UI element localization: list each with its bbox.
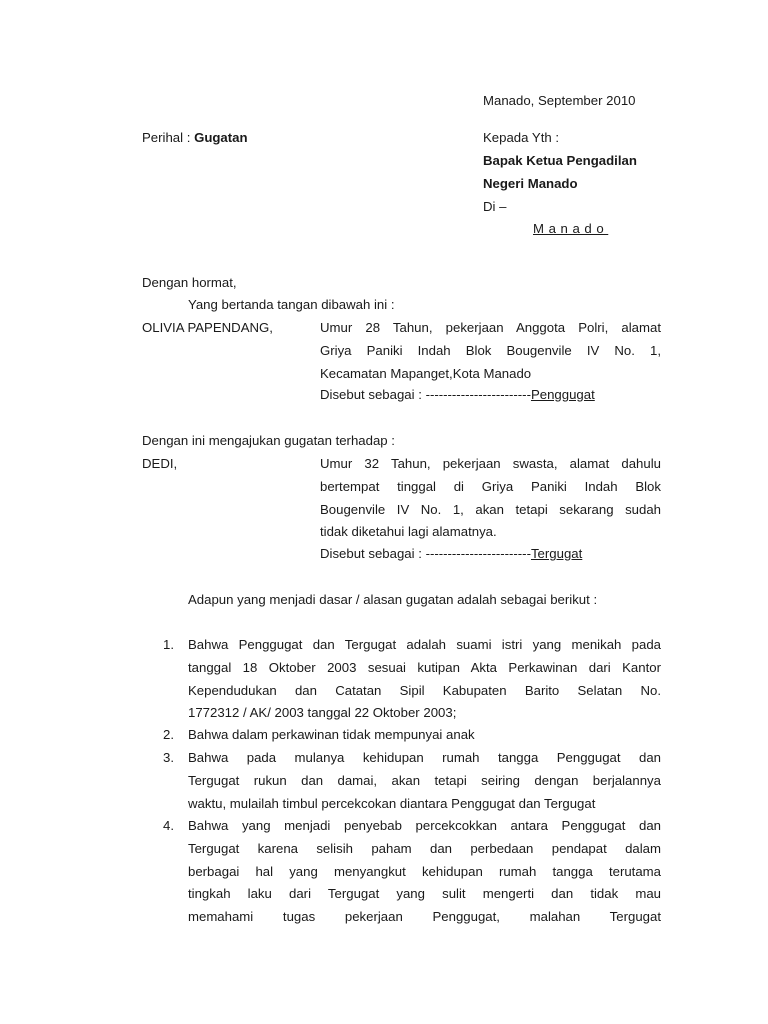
plaintiff-called-as bbox=[320, 385, 595, 405]
addressee-line2: Negeri Manado bbox=[483, 176, 578, 191]
list-item-line: Bahwa dalam perkawinan tidak mempunyai anak bbox=[188, 727, 475, 742]
di-line: Di – bbox=[483, 199, 507, 214]
list-item bbox=[188, 724, 661, 747]
addressee-line1: Bapak Ketua Pengadilan bbox=[483, 153, 637, 168]
list-item bbox=[188, 747, 661, 815]
intro-line: Yang bertanda tangan dibawah ini : bbox=[188, 297, 395, 312]
list-item-line: Bahwa pada mulanya kehidupan rumah tangga Penggugat dan bbox=[188, 750, 661, 765]
defendant-intro: Dengan ini mengajukan gugatan terhadap : bbox=[142, 433, 395, 448]
defendant-line: Umur 32 Tahun, pekerjaan swasta, alamat dahulu bbox=[320, 456, 661, 471]
defendant-called-label: Disebut sebagai : ------------------------ bbox=[320, 546, 531, 561]
list-item-line: Tergugat karena selisih paham dan perbedaan pendapat dalam bbox=[188, 840, 661, 856]
city-line: Manado bbox=[533, 221, 609, 236]
subject-label: Perihal : bbox=[142, 130, 191, 145]
plaintiff-called-label: Disebut sebagai : ------------------------ bbox=[320, 387, 531, 402]
list-item-line: berbagai hal yang menyangkut kehidupan rumah tangga terutama bbox=[188, 863, 661, 879]
reasons-intro: Adapun yang menjadi dasar / alasan gugatan adalah sebagai berikut : bbox=[188, 592, 598, 607]
list-item-line: tingkah laku dari Tergugat yang sulit mengerti dan tidak mau bbox=[188, 886, 661, 902]
list-number: 2. bbox=[163, 727, 174, 742]
list-item-line: Tergugat rukun dan damai, akan tetapi seiring dengan berjalannya bbox=[188, 772, 661, 788]
plaintiff-name: OLIVIA PAPENDANG, bbox=[142, 320, 273, 335]
list-number: 4. bbox=[163, 818, 174, 833]
plaintiff-role: Penggugat bbox=[530, 387, 595, 402]
defendant-role: Tergugat bbox=[530, 546, 583, 561]
defendant-details bbox=[320, 453, 661, 544]
plaintiff-details bbox=[320, 317, 661, 385]
plaintiff-line: Kecamatan Mapanget,Kota Manado bbox=[320, 365, 532, 381]
subject-value: Gugatan bbox=[194, 130, 248, 145]
list-number: 3. bbox=[163, 750, 174, 765]
defendant-name: DEDI, bbox=[142, 456, 178, 471]
list-item-line: Bahwa Penggugat dan Tergugat adalah suami istri yang menikah pada bbox=[188, 637, 661, 652]
list-item-line: waktu, mulailah timbul percekcokan diantara Penggugat dan Tergugat bbox=[188, 795, 596, 811]
defendant-line: Bougenvile IV No. 1, akan tetapi sekarang sudah bbox=[320, 501, 661, 517]
subject-line bbox=[142, 128, 248, 148]
list-item-line: 1772312 / AK/ 2003 tanggal 22 Oktober 2003; bbox=[188, 705, 457, 721]
list-item-line: Bahwa yang menjadi penyebab percekcokkan antara Penggugat dan bbox=[188, 818, 661, 833]
defendant-line: bertempat tinggal di Griya Paniki Indah Blok bbox=[320, 478, 661, 494]
defendant-line: tidak diketahui lagi alamatnya. bbox=[320, 524, 497, 540]
greeting: Dengan hormat, bbox=[142, 275, 237, 290]
to-label: Kepada Yth : bbox=[483, 130, 560, 145]
place-date: Manado, September 2010 bbox=[483, 93, 636, 108]
plaintiff-line: Umur 28 Tahun, pekerjaan Anggota Polri, alamat bbox=[320, 320, 661, 335]
list-item-line: tanggal 18 Oktober 2003 sesuai kutipan Akta Perkawinan dari Kantor bbox=[188, 659, 661, 675]
list-item-line: memahami tugas pekerjaan Penggugat, malahan Tergugat bbox=[188, 909, 661, 925]
list-item bbox=[188, 634, 661, 725]
list-item bbox=[188, 815, 661, 929]
plaintiff-line: Griya Paniki Indah Blok Bougenvile IV No. 1, bbox=[320, 342, 661, 358]
defendant-called-as bbox=[320, 544, 582, 564]
list-number: 1. bbox=[163, 637, 174, 652]
list-item-line: Kependudukan dan Catatan Sipil Kabupaten Barito Selatan No. bbox=[188, 682, 661, 698]
